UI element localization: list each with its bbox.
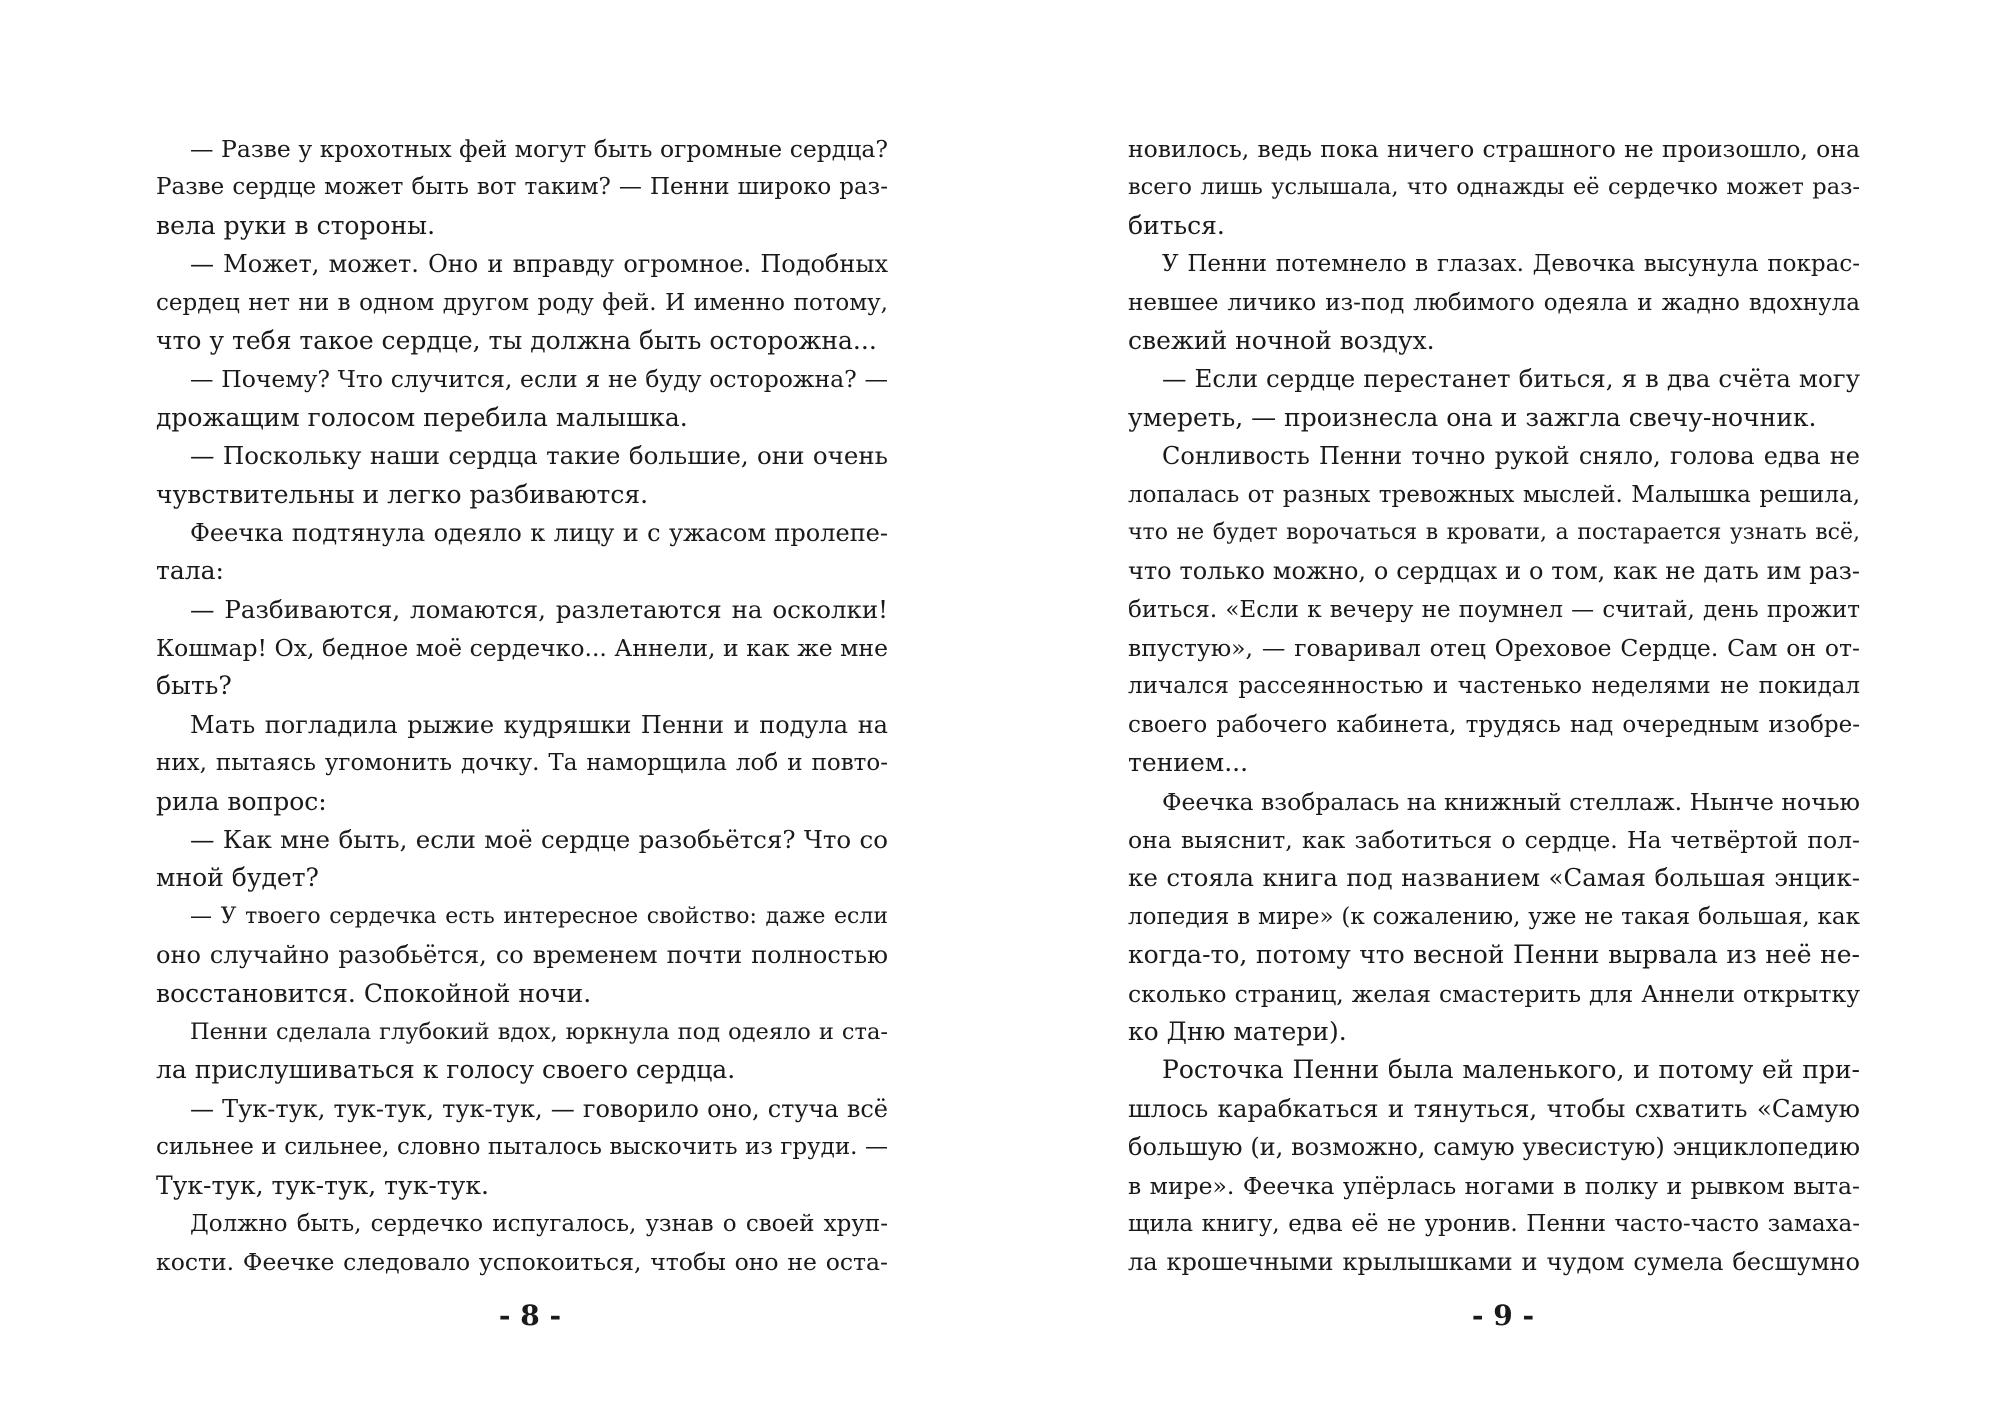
right-page-text — [1128, 130, 1860, 1282]
text-line: дрожащим голосом перебила малышка. — [156, 402, 688, 432]
text-line: свежий ночной воздух. — [1128, 325, 1435, 355]
text-line: Должно быть, сердечко испугалось, узнав о своей хруп- — [190, 1210, 888, 1237]
text-line: — Если сердце перестанет биться, я в два счёта могу — [1162, 364, 1860, 394]
text-line: большую (и, возможно, самую увесистую) энциклопедию — [1128, 1133, 1860, 1162]
text-line: Сонливость Пенни точно рукой сняло, голова едва не — [1162, 442, 1860, 471]
text-line: — Тук-тук, тук-тук, тук-тук, — говорило оно, стуча всё — [190, 1094, 888, 1123]
text-line: Феечка подтянула одеяло к лицу и с ужасом пролепе- — [190, 518, 888, 547]
text-line: шлось карабкаться и тянуться, чтобы схватить «Самую — [1128, 1093, 1860, 1123]
text-line: сколько страниц, желая смастерить для Аннели открытку — [1128, 979, 1860, 1008]
text-line: Кошмар! Ох, бедное моё сердечко... Аннели, и как же мне — [156, 634, 888, 663]
text-line: в мире». Феечка упёрлась ногами в полку и рывком выта- — [1128, 1171, 1860, 1200]
text-line: всего лишь услышала, что однажды её сердечко может раз- — [1128, 174, 1860, 201]
text-line: Мать погладила рыжие кудряшки Пенни и подула на — [190, 710, 888, 739]
text-line: Тук-тук, тук-тук, тук-тук. — [156, 1170, 489, 1200]
text-line: умереть, — произнесла она и зажгла свечу-ночник. — [1128, 402, 1817, 432]
text-line: У Пенни потемнело в глазах. Девочка высунула покрас- — [1162, 251, 1860, 278]
text-line: что только можно, о сердцах и о том, как не дать им раз- — [1128, 557, 1860, 586]
text-line: — Как мне быть, если моё сердце разобьётся? Что со — [190, 825, 888, 855]
left-page-text — [156, 130, 888, 1282]
text-line: биться. — [1128, 210, 1225, 240]
text-line: сердец нет ни в одном другом роду фей. И именно потому, — [156, 289, 888, 316]
text-line: что у тебя такое сердце, ты должна быть осторожна... — [156, 325, 877, 355]
text-line: — Поскольку наши сердца такие большие, они очень — [190, 441, 888, 471]
text-line: быть? — [156, 671, 232, 701]
text-line: — Может, может. Оно и вправду огромное. Подобных — [190, 250, 888, 279]
text-line: ко Дню матери). — [1128, 1016, 1347, 1046]
text-line: чувствительны и легко разбиваются. — [156, 479, 649, 509]
text-line: впустую», — говаривал отец Ореховое Сердце. Сам он от- — [1128, 634, 1860, 663]
text-line: ке стояла книга под названием «Самая большая энцик- — [1128, 863, 1860, 893]
text-line: тала: — [156, 556, 224, 586]
text-line: ла крошечными крылышками и чудом сумела бесшумно — [1128, 1248, 1860, 1277]
text-line: Росточка Пенни была маленького, и потому ей при- — [1162, 1055, 1860, 1085]
text-line: кости. Феечке следовало успокоиться, чтобы оно не оста- — [156, 1248, 888, 1277]
text-line: ла прислушиваться к голосу своего сердца. — [156, 1055, 736, 1085]
text-line: лопалась от разных тревожных мыслей. Малышка решила, — [1128, 481, 1860, 508]
text-line: что не будет ворочаться в кровати, а постарается узнать всё, — [1128, 519, 1860, 545]
text-line: сильнее и сильнее, словно пыталось выскочить из груди. — — [156, 1134, 888, 1161]
text-line: своего рабочего кабинета, трудясь над очередным изобре- — [1128, 711, 1860, 738]
page-number: - 8 - — [498, 1299, 562, 1332]
text-line: Феечка взобралась на книжный стеллаж. Нынче ночью — [1162, 787, 1860, 816]
text-line: вела руки в стороны. — [156, 210, 436, 240]
text-line: Пенни сделала глубокий вдох, юркнула под одеяло и ста- — [190, 1018, 888, 1045]
text-line: она выяснит, как заботиться о сердце. На четвёртой пол- — [1128, 826, 1860, 855]
text-line: тением... — [1128, 748, 1249, 778]
text-line: — Почему? Что случится, если я не буду осторожна? — — [190, 365, 888, 394]
text-line: лопедия в мире» (к сожалению, уже не такая большая, как — [1128, 903, 1860, 930]
text-line: Разве сердце может быть вот таким? — Пенни широко раз- — [156, 174, 888, 201]
page-number: - 9 - — [1471, 1299, 1535, 1332]
text-line: них, пытаясь угомонить дочку. Та наморщила лоб и повто- — [156, 750, 888, 777]
text-line: новилось, ведь пока ничего страшного не произошло, она — [1128, 135, 1860, 163]
text-line: — Разбиваются, ломаются, разлетаются на осколки! — [190, 594, 888, 624]
text-line: личался рассеянностью и частенько неделями не покидал — [1128, 673, 1860, 700]
text-line: восстановится. Спокойной ночи. — [156, 978, 592, 1008]
text-line: невшее личико из-под любимого одеяла и жадно вдохнула — [1128, 289, 1860, 316]
right-page — [1000, 0, 2000, 1420]
text-line: — Разве у крохотных фей могут быть огромные сердца? — [190, 135, 888, 163]
text-line: — У твоего сердечка есть интересное свойство: даже если — [190, 903, 888, 929]
text-line: когда-то, потому что весной Пенни вырвала из неё не- — [1128, 940, 1860, 970]
text-line: щила книгу, едва её не уронив. Пенни часто-часто замаха- — [1128, 1210, 1860, 1237]
text-line: мной будет? — [156, 863, 319, 893]
text-line: оно случайно разобьётся, со временем почти полностью — [156, 941, 888, 970]
text-line: рила вопрос: — [156, 786, 327, 816]
text-line: биться. «Если к вечеру не поумнел — считай, день прожит — [1128, 596, 1860, 623]
